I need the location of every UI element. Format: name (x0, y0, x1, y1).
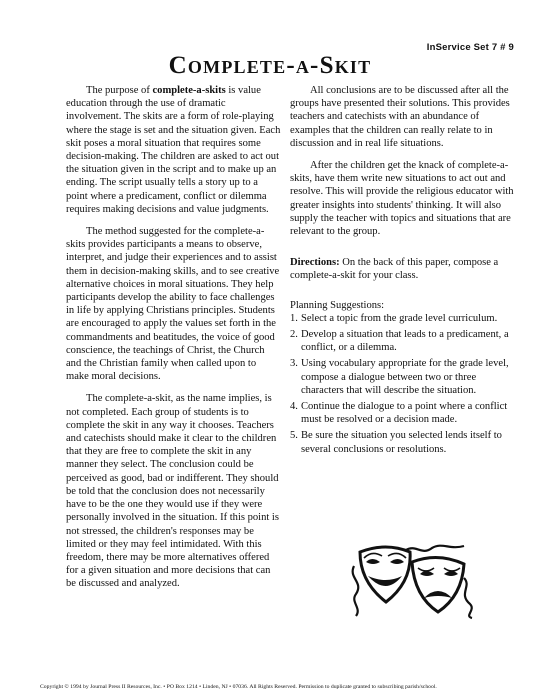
planning-steps (290, 312, 520, 456)
planning-step: Select a topic from the grade level curriculum. (301, 312, 498, 324)
planning-title: Planning Suggestions: (290, 299, 385, 311)
set-label: InService Set 7 # 9 (426, 42, 514, 53)
planning-step: Be sure the situation you selected lends itself to several conclusions or resolutions. (301, 430, 502, 455)
purpose-body: is value education through the use of dramatic involvement. The skits are a form of role-playing where the stage is set and the situation given. Each skit poses a moral situation that requires some decision-making. The children are asked to act out the situation given in the script and to make up an ending. The script usually tells a story up to a point where a predicament, conflict or dilemma requires making decisions and value judgments. (66, 85, 281, 215)
paragraph-open-ending: The complete-a-skit, as the name implies, is not completed. Each group of students is to complete the skit in any way it chooses. Teachers and catechists should make it clear to the children that they are free to complete the skit in any manner they select. The conclusion could be perceived as good, bad or indifferent. They should be told that the conclusion does not necessarily have to be the one they would use if they were personally involved in the situation. If this point is not stressed, the children's responses may be limited or they may feel intimidated. With this freedom, there may be more alternatives offered for a given situation and more decisions that can be discussed and analyzed. (66, 393, 279, 590)
right-column (290, 84, 520, 459)
theater-masks-icon (346, 538, 476, 620)
purpose-term: complete-a-skits (152, 85, 226, 96)
directions (290, 256, 520, 282)
paragraph-purpose (66, 84, 281, 216)
purpose-lead: The purpose of (86, 85, 153, 96)
planning-step: Continue the dialogue to a point where a conflict must be resolved or a decision made. (301, 401, 508, 426)
page-title: Complete-a-Skit (168, 52, 372, 79)
paragraph-conclusions: All conclusions are to be discussed after all the groups have presented their solutions. This provides teachers and catechists with an abundance of examples that the children can really relate to in discussion and in real life situations. (290, 85, 510, 149)
directions-label: Directions: (290, 257, 340, 269)
copyright-footer: Copyright © 1994 by Journal Press II Resources, Inc. • PO Box 1214 • Linden, NJ • 07036. All Rights Reserved. Permission to duplicate granted to subscribing parish/school. (40, 684, 437, 690)
planning-step: Develop a situation that leads to a predicament, a conflict, or a dilemma. (301, 329, 509, 354)
planning-step: Using vocabulary appropriate for the grade level, compose a dialogue between two or three characters that will describe the situation. (301, 358, 509, 396)
directions-text: On the back of this paper, compose a complete-a-skit for your class. (290, 257, 499, 282)
paragraph-method: The method suggested for the complete-a-skits provides participants a means to observe, interpret, and judge their experiences and to assist them in decision-making skills, and to see creative alternative choices in moral situations. They help participants develop the ability to face challenges in life by applying Christians principles. Students are encouraged to apply the values set forth in the commandments and beatitudes, the voice of good conscience, the teachings of Christ, the Church and the Christian family when called upon to make moral decisions. (66, 226, 280, 383)
paragraph-knack: After the children get the knack of complete-a-skits, have them write new situations to act out and resolve. This will provide the religious educator with greater insights into students' thinking. It will also supply the teacher with topics and situations that are relevant to the group. (290, 160, 514, 238)
left-column (66, 84, 281, 600)
